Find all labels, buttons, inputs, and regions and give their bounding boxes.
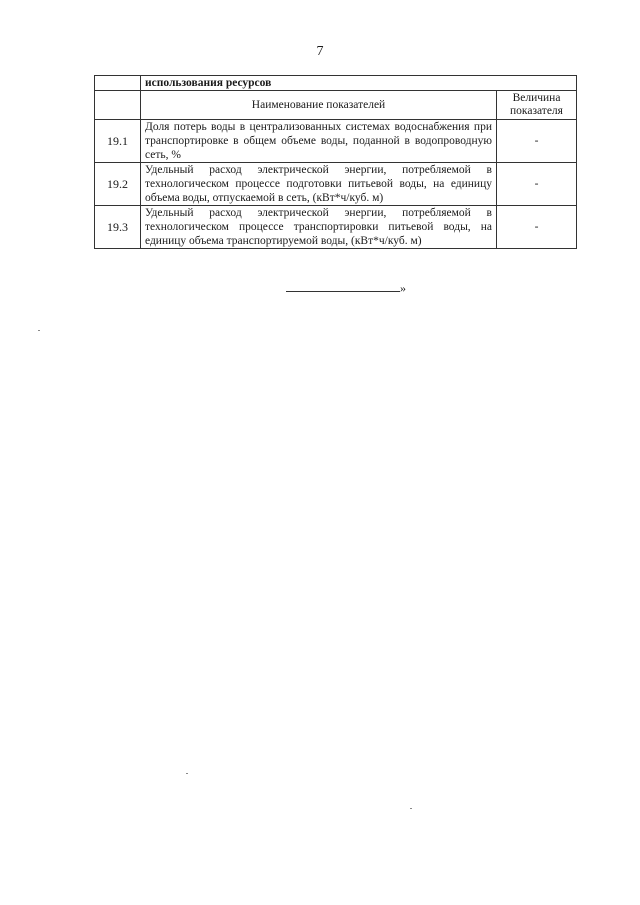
header-value: Величина показателя — [497, 91, 577, 120]
row-indicator-value: - — [497, 163, 577, 206]
scan-speck — [38, 330, 40, 331]
row-number: 19.2 — [95, 163, 141, 206]
page-number: 7 — [316, 44, 324, 59]
table-row — [95, 120, 577, 163]
row-indicator-name: Доля потерь воды в централизованных системах водоснабжения при транспортировке в общем объеме воды, поданной в водопроводную сеть, % — [141, 120, 497, 163]
section-title-empty-cell — [95, 76, 141, 91]
scan-speck — [410, 808, 412, 809]
row-number: 19.3 — [95, 206, 141, 249]
row-indicator-value: - — [497, 206, 577, 249]
table-row — [95, 163, 577, 206]
closing-mark — [286, 281, 406, 296]
header-name: Наименование показателей — [141, 91, 497, 120]
row-indicator-value: - — [497, 120, 577, 163]
row-indicator-name: Удельный расход электрической энергии, потребляемой в технологическом процессе транспортировки питьевой воды, на единицу объема транспортируемой воды, (кВт*ч/куб. м) — [141, 206, 497, 249]
indicators-table — [94, 75, 577, 249]
closing-underline — [286, 281, 400, 292]
closing-quote: » — [400, 281, 406, 295]
scan-speck — [186, 773, 188, 774]
table-row — [95, 206, 577, 249]
section-title-row — [95, 76, 577, 91]
header-row — [95, 91, 577, 120]
header-num-cell — [95, 91, 141, 120]
row-indicator-name: Удельный расход электрической энергии, потребляемой в технологическом процессе подготовки питьевой воды, на единицу объема воды, отпускаемой в сеть, (кВт*ч/куб. м) — [141, 163, 497, 206]
section-title: использования ресурсов — [141, 76, 577, 91]
row-number: 19.1 — [95, 120, 141, 163]
